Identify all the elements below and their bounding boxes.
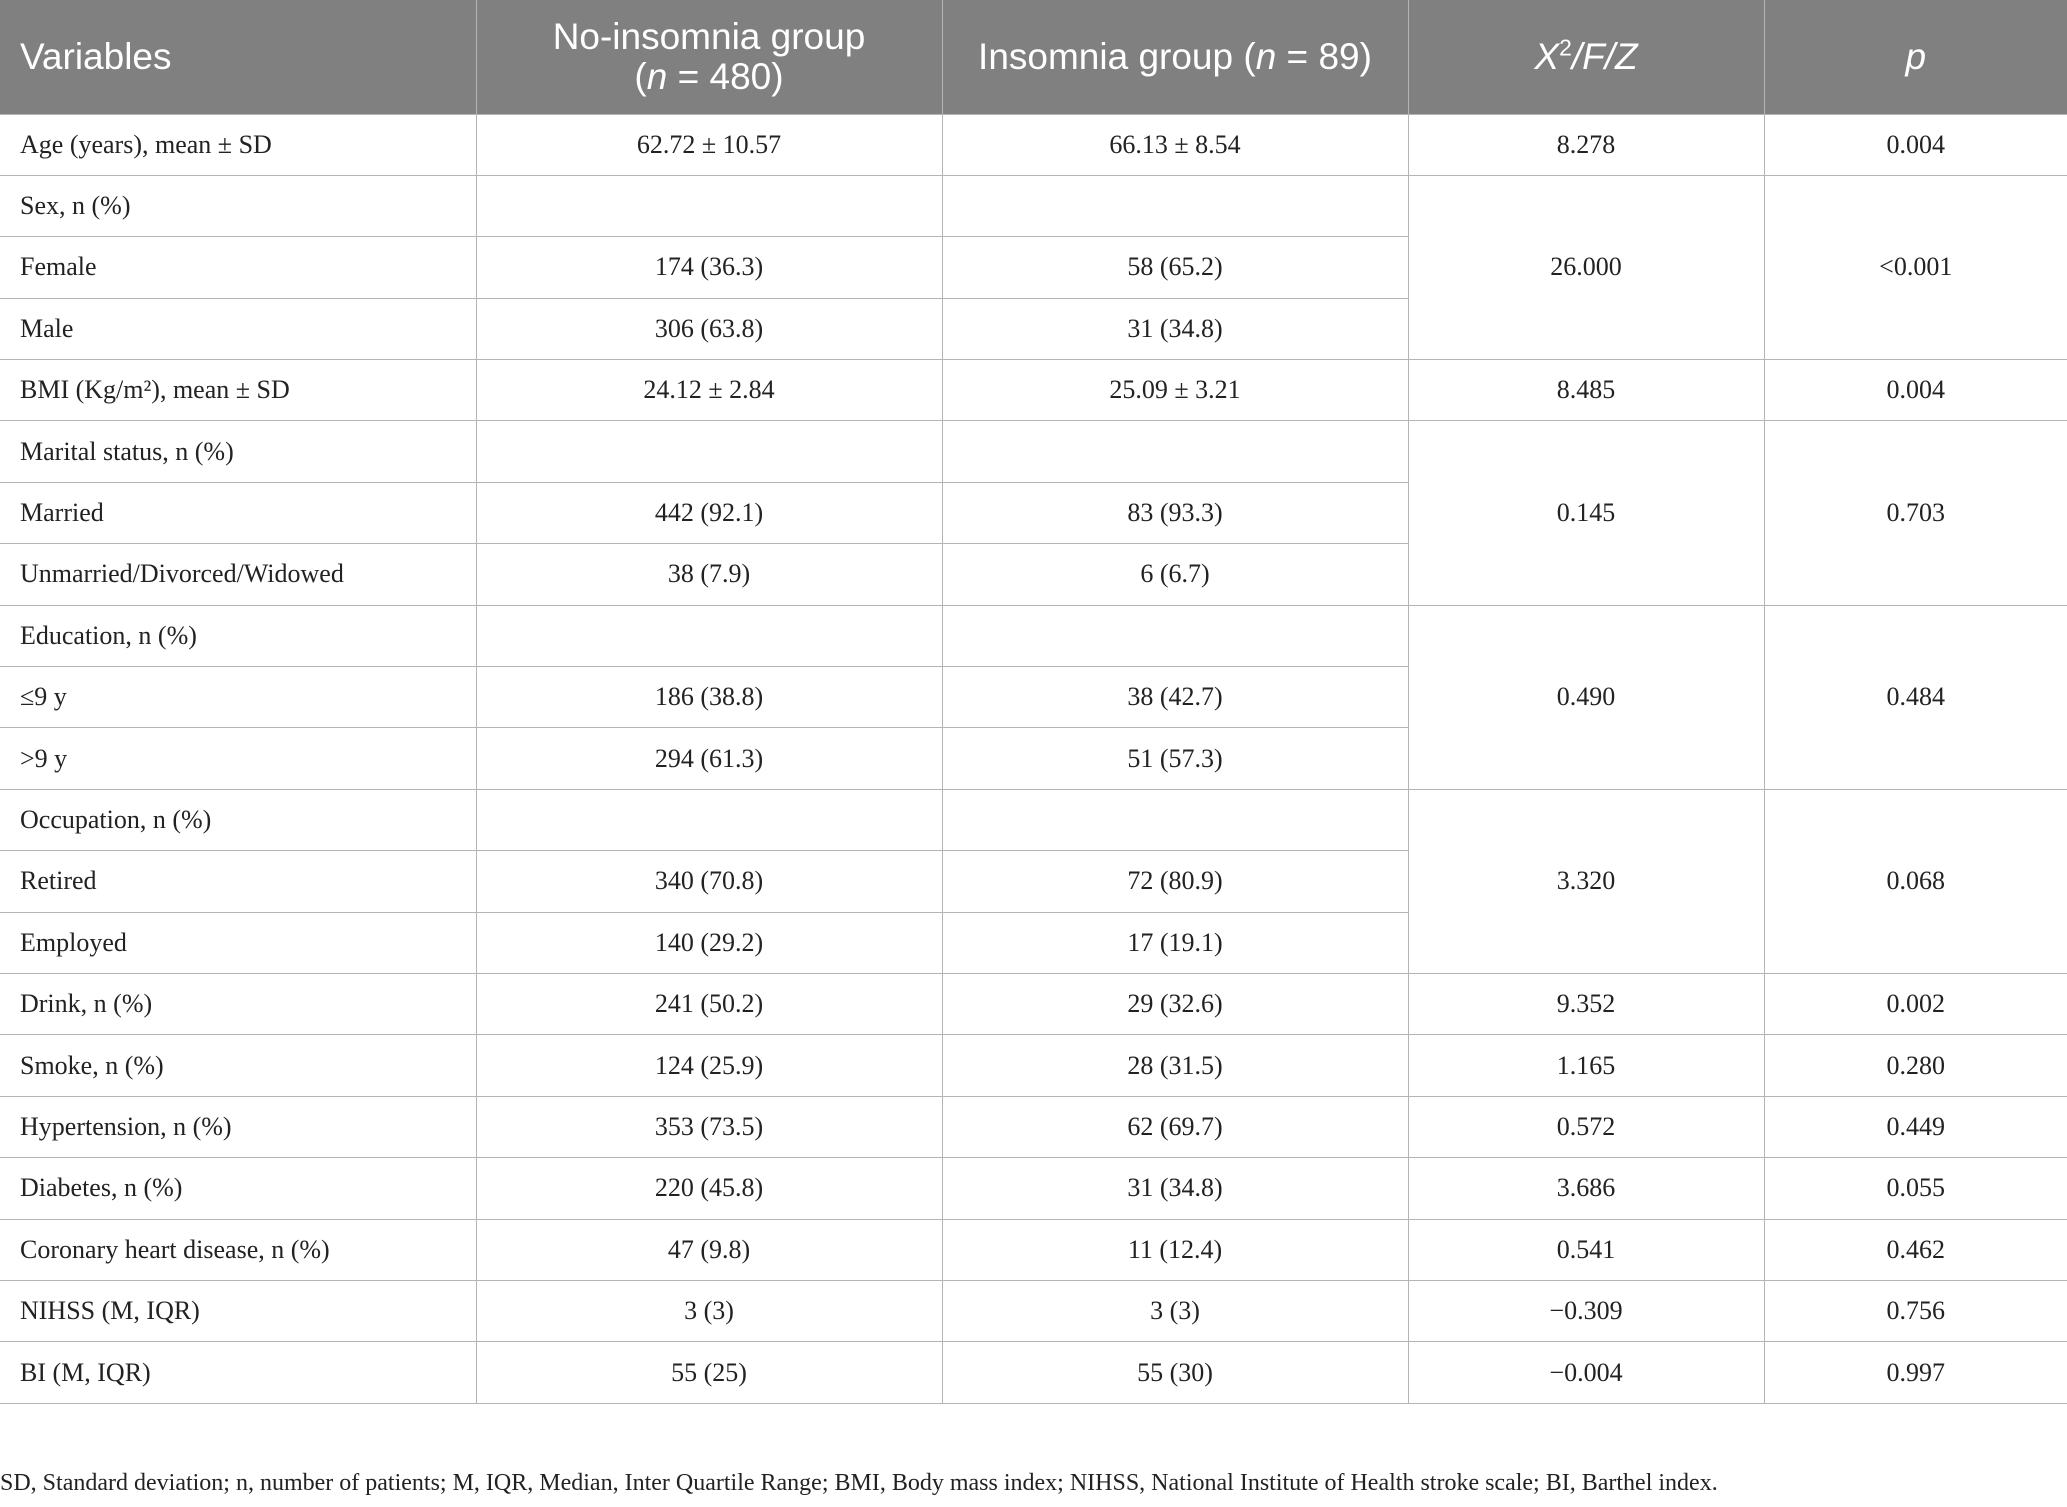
cell-statistic: 8.485 <box>1408 360 1764 421</box>
cell-insomnia: 58 (65.2) <box>942 237 1408 298</box>
cell-variable: Unmarried/Divorced/Widowed <box>0 544 476 605</box>
table-row <box>0 1158 2067 1219</box>
cell-no-insomnia <box>476 605 942 666</box>
cell-insomnia: 28 (31.5) <box>942 1035 1408 1096</box>
cell-p-value: 0.004 <box>1764 114 2067 175</box>
cell-variable: NIHSS (M, IQR) <box>0 1280 476 1341</box>
cell-insomnia <box>942 421 1408 482</box>
cell-p-value: 0.756 <box>1764 1280 2067 1341</box>
table-row <box>0 421 2067 482</box>
cell-variable: Retired <box>0 851 476 912</box>
table-row <box>0 605 2067 666</box>
cell-no-insomnia: 220 (45.8) <box>476 1158 942 1219</box>
cell-insomnia: 38 (42.7) <box>942 667 1408 728</box>
table-row <box>0 360 2067 421</box>
cell-no-insomnia <box>476 421 942 482</box>
cell-variable: BMI (Kg/m²), mean ± SD <box>0 360 476 421</box>
cell-no-insomnia: 340 (70.8) <box>476 851 942 912</box>
cell-insomnia: 29 (32.6) <box>942 973 1408 1034</box>
cell-variable: Age (years), mean ± SD <box>0 114 476 175</box>
cell-p-value: <0.001 <box>1764 175 2067 359</box>
table-row <box>0 114 2067 175</box>
cell-statistic: 26.000 <box>1408 175 1764 359</box>
cell-no-insomnia <box>476 175 942 236</box>
cell-insomnia <box>942 605 1408 666</box>
cell-statistic: 9.352 <box>1408 973 1764 1034</box>
cell-variable: Female <box>0 237 476 298</box>
cell-insomnia: 3 (3) <box>942 1280 1408 1341</box>
cell-statistic: 1.165 <box>1408 1035 1764 1096</box>
cell-variable: Education, n (%) <box>0 605 476 666</box>
cell-p-value: 0.462 <box>1764 1219 2067 1280</box>
cell-insomnia: 55 (30) <box>942 1342 1408 1403</box>
cell-insomnia <box>942 175 1408 236</box>
header-variables: Variables <box>0 0 476 114</box>
cell-no-insomnia: 186 (38.8) <box>476 667 942 728</box>
table-row <box>0 1035 2067 1096</box>
cell-statistic: 3.686 <box>1408 1158 1764 1219</box>
cell-no-insomnia: 24.12 ± 2.84 <box>476 360 942 421</box>
cell-variable: >9 y <box>0 728 476 789</box>
cell-no-insomnia: 124 (25.9) <box>476 1035 942 1096</box>
cell-insomnia: 72 (80.9) <box>942 851 1408 912</box>
cell-statistic: 3.320 <box>1408 789 1764 973</box>
cell-p-value: 0.280 <box>1764 1035 2067 1096</box>
cell-p-value: 0.004 <box>1764 360 2067 421</box>
cell-variable: Male <box>0 298 476 359</box>
cell-p-value: 0.484 <box>1764 605 2067 789</box>
cell-p-value: 0.703 <box>1764 421 2067 605</box>
cell-p-value: 0.002 <box>1764 973 2067 1034</box>
cell-insomnia: 51 (57.3) <box>942 728 1408 789</box>
cell-variable: Occupation, n (%) <box>0 789 476 850</box>
cell-variable: Employed <box>0 912 476 973</box>
cell-insomnia: 17 (19.1) <box>942 912 1408 973</box>
cell-insomnia: 6 (6.7) <box>942 544 1408 605</box>
cell-no-insomnia: 353 (73.5) <box>476 1096 942 1157</box>
cell-no-insomnia: 140 (29.2) <box>476 912 942 973</box>
cell-no-insomnia: 241 (50.2) <box>476 973 942 1034</box>
cell-statistic: 8.278 <box>1408 114 1764 175</box>
cell-no-insomnia: 442 (92.1) <box>476 482 942 543</box>
cell-statistic: 0.541 <box>1408 1219 1764 1280</box>
table-row <box>0 1342 2067 1403</box>
cell-insomnia: 31 (34.8) <box>942 1158 1408 1219</box>
table-row <box>0 973 2067 1034</box>
cell-variable: Marital status, n (%) <box>0 421 476 482</box>
cell-no-insomnia: 47 (9.8) <box>476 1219 942 1280</box>
table-row <box>0 1096 2067 1157</box>
cell-statistic: −0.004 <box>1408 1342 1764 1403</box>
cell-variable: Diabetes, n (%) <box>0 1158 476 1219</box>
cell-statistic: −0.309 <box>1408 1280 1764 1341</box>
cell-statistic: 0.572 <box>1408 1096 1764 1157</box>
cell-insomnia: 62 (69.7) <box>942 1096 1408 1157</box>
cell-variable: Hypertension, n (%) <box>0 1096 476 1157</box>
cell-p-value: 0.055 <box>1764 1158 2067 1219</box>
cell-variable: ≤9 y <box>0 667 476 728</box>
cell-no-insomnia: 62.72 ± 10.57 <box>476 114 942 175</box>
cell-no-insomnia <box>476 789 942 850</box>
header-statistic: $X^2/F/Z$ <box>1408 0 1764 114</box>
header-insomnia-group: Insomnia group (n = 89) <box>942 0 1408 114</box>
cell-variable: Drink, n (%) <box>0 973 476 1034</box>
table-row <box>0 789 2067 850</box>
cell-statistic: 0.145 <box>1408 421 1764 605</box>
cell-no-insomnia: 306 (63.8) <box>476 298 942 359</box>
cell-no-insomnia: 55 (25) <box>476 1342 942 1403</box>
cell-no-insomnia: 294 (61.3) <box>476 728 942 789</box>
cell-variable: Smoke, n (%) <box>0 1035 476 1096</box>
cell-p-value: 0.997 <box>1764 1342 2067 1403</box>
header-no-insomnia-group: No-insomnia group (n = 480) <box>476 0 942 114</box>
cell-p-value: 0.449 <box>1764 1096 2067 1157</box>
cell-no-insomnia: 38 (7.9) <box>476 544 942 605</box>
cell-insomnia: 83 (93.3) <box>942 482 1408 543</box>
cell-no-insomnia: 174 (36.3) <box>476 237 942 298</box>
table-row <box>0 175 2067 236</box>
cell-insomnia: 11 (12.4) <box>942 1219 1408 1280</box>
cell-statistic: 0.490 <box>1408 605 1764 789</box>
table-row <box>0 1219 2067 1280</box>
cell-insomnia <box>942 789 1408 850</box>
table-row <box>0 1280 2067 1341</box>
cell-variable: Coronary heart disease, n (%) <box>0 1219 476 1280</box>
cell-variable: Married <box>0 482 476 543</box>
table-footnote: SD, Standard deviation; n, number of patients; M, IQR, Median, Inter Quartile Range; BMI, Body mass index; NIHSS, National Institute of Health stroke scale; BI, Barthel index. <box>0 1470 1718 1496</box>
header-p-value: p <box>1764 0 2067 114</box>
cell-insomnia: 31 (34.8) <box>942 298 1408 359</box>
cell-insomnia: 66.13 ± 8.54 <box>942 114 1408 175</box>
cell-variable: BI (M, IQR) <box>0 1342 476 1403</box>
cell-variable: Sex, n (%) <box>0 175 476 236</box>
cell-insomnia: 25.09 ± 3.21 <box>942 360 1408 421</box>
cell-no-insomnia: 3 (3) <box>476 1280 942 1341</box>
header-row <box>0 0 2067 114</box>
cell-p-value: 0.068 <box>1764 789 2067 973</box>
